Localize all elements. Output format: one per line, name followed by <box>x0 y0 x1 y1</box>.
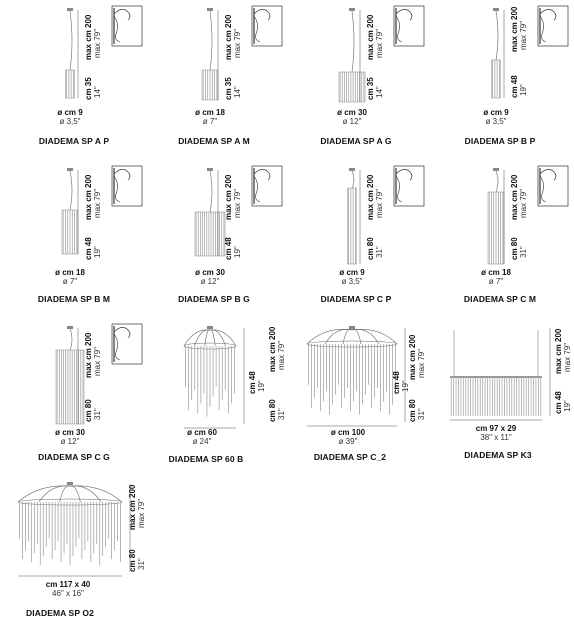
installation-icon <box>538 6 568 46</box>
product-cell-sp-c-p <box>286 160 426 315</box>
product-cell-sp-k3 <box>430 318 570 473</box>
installation-icon <box>394 6 424 46</box>
height-label: cm 35 14" <box>84 77 102 100</box>
lamp-body <box>339 72 365 102</box>
product-cell-sp-o2 <box>4 474 144 629</box>
canopy <box>493 168 499 171</box>
product-cell-sp-b-p <box>430 0 570 155</box>
product-cell-sp-a-p <box>4 0 144 155</box>
height-label: cm 80 31" <box>128 549 146 572</box>
lamp-body <box>66 70 75 98</box>
drop-label: max cm 200 max 79" <box>224 174 242 220</box>
height-label: cm 48 19" <box>392 371 410 394</box>
drop-label: max cm 200 max 79" <box>84 14 102 60</box>
lamp-body <box>348 188 357 264</box>
drop-label: max cm 200 max 79" <box>366 14 384 60</box>
installation-icon <box>112 6 142 46</box>
product-name: DIADEMA SP C P <box>320 294 392 304</box>
diameter-label: ø cm 18 ø 7" <box>481 268 511 286</box>
cable <box>352 171 354 188</box>
cable <box>70 171 72 210</box>
product-name: DIADEMA SP A P <box>38 136 110 146</box>
drop-label: max cm 200 max 79" <box>510 174 528 220</box>
product-cell-sp-c-g <box>4 318 144 473</box>
drop-label: max cm 200 max 79" <box>554 328 572 374</box>
product-cell-sp-b-m <box>4 160 144 315</box>
lamp-body <box>186 346 235 417</box>
product-name: DIADEMA SP C G <box>38 452 110 462</box>
product-cell-sp-c2 <box>286 318 426 473</box>
diameter-label: ø cm 9 ø 3,5" <box>339 268 365 286</box>
diameter-label: ø cm 18 ø 7" <box>55 268 85 286</box>
product-cell-sp-c-m <box>430 160 570 315</box>
drop-label: max cm 200 max 79" <box>224 14 242 60</box>
installation-icon <box>538 166 568 206</box>
drop-label: max cm 200 max 79" <box>84 174 102 220</box>
product-name: DIADEMA SP O2 <box>26 608 94 618</box>
height-label: cm 80 31" <box>366 237 384 260</box>
dimension-label: cm 117 x 40 46" x 16" <box>45 580 91 598</box>
canopy <box>349 168 355 171</box>
lamp-body <box>451 378 541 416</box>
canopy <box>207 168 213 171</box>
installation-icon <box>252 6 282 46</box>
product-cell-sp-60-b <box>144 318 284 473</box>
product-name: DIADEMA SP B G <box>178 294 250 304</box>
lamp-body <box>62 210 78 254</box>
cable <box>70 329 72 350</box>
drop-label: max cm 200 max 79" <box>84 332 102 378</box>
diameter-label: ø cm 9 ø 3,5" <box>483 108 509 126</box>
installation-icon <box>252 166 282 206</box>
product-name: DIADEMA SP C M <box>463 294 537 304</box>
lamp-body <box>19 502 120 565</box>
height-label-total: cm 80 31" <box>408 399 426 422</box>
installation-icon <box>112 166 142 206</box>
cable <box>210 171 212 212</box>
diameter-label: ø cm 30 ø 12" <box>55 428 85 446</box>
dimension-label: cm 97 x 29 38" x 11" <box>475 424 517 442</box>
diameter-label: ø cm 30 ø 12" <box>337 108 367 126</box>
product-name: DIADEMA SP A M <box>178 136 250 146</box>
height-label: cm 35 14" <box>224 77 242 100</box>
product-cell-sp-b-g <box>144 160 284 315</box>
drop-label: max cm 200 max 79" <box>128 484 146 530</box>
lamp-body <box>309 344 396 415</box>
product-name: DIADEMA SP B M <box>37 294 111 304</box>
diameter-label: ø cm 18 ø 7" <box>195 108 225 126</box>
lamp-body <box>202 70 218 100</box>
canopy <box>67 168 73 171</box>
height-label: cm 48 19" <box>510 75 528 98</box>
installation-icon <box>112 324 142 364</box>
cable <box>352 11 354 72</box>
product-cell-sp-a-g <box>286 0 426 155</box>
cable <box>496 171 498 192</box>
lamp-body <box>488 192 504 264</box>
diameter-label: ø cm 9 ø 3,5" <box>57 108 83 126</box>
lamp-body <box>195 212 225 256</box>
canopy <box>67 8 73 11</box>
drop-label: max cm 200 max 79" <box>268 326 286 372</box>
cable <box>496 11 498 60</box>
product-name: DIADEMA SP A G <box>320 136 392 146</box>
cable <box>210 11 212 70</box>
height-label: cm 48 19" <box>554 391 572 414</box>
lamp-body <box>56 350 84 424</box>
product-name: DIADEMA SP B P <box>464 136 536 146</box>
height-label: cm 80 31" <box>84 399 102 422</box>
canopy <box>349 8 355 11</box>
drop-label: max cm 200 max 79" <box>408 334 426 380</box>
diameter-label: ø cm 60 ø 24" <box>187 428 217 446</box>
height-label: cm 80 31" <box>510 237 528 260</box>
cable <box>70 11 72 70</box>
product-name: DIADEMA SP K3 <box>464 450 532 460</box>
height-label: cm 48 19" <box>84 237 102 260</box>
canopy <box>207 8 213 11</box>
canopy <box>349 326 355 329</box>
canopy <box>207 326 213 329</box>
canopy <box>493 8 499 11</box>
installation-icon <box>394 166 424 206</box>
height-label-total: cm 80 31" <box>268 399 286 422</box>
height-label: cm 48 19" <box>224 237 242 260</box>
diameter-label: ø cm 100 ø 39" <box>330 428 366 446</box>
height-label: cm 48 19" <box>248 371 266 394</box>
drop-label: max cm 200 max 79" <box>510 6 528 52</box>
drop-label: max cm 200 max 79" <box>366 174 384 220</box>
product-name: DIADEMA SP 60 B <box>168 454 244 464</box>
diameter-label: ø cm 30 ø 12" <box>195 268 225 286</box>
bar-frame <box>450 376 542 378</box>
canopy <box>67 482 73 485</box>
product-name: DIADEMA SP C_2 <box>313 452 387 462</box>
canopy <box>67 326 73 329</box>
lamp-body <box>492 60 501 98</box>
product-cell-sp-a-m <box>144 0 284 155</box>
height-label: cm 35 14" <box>366 77 384 100</box>
